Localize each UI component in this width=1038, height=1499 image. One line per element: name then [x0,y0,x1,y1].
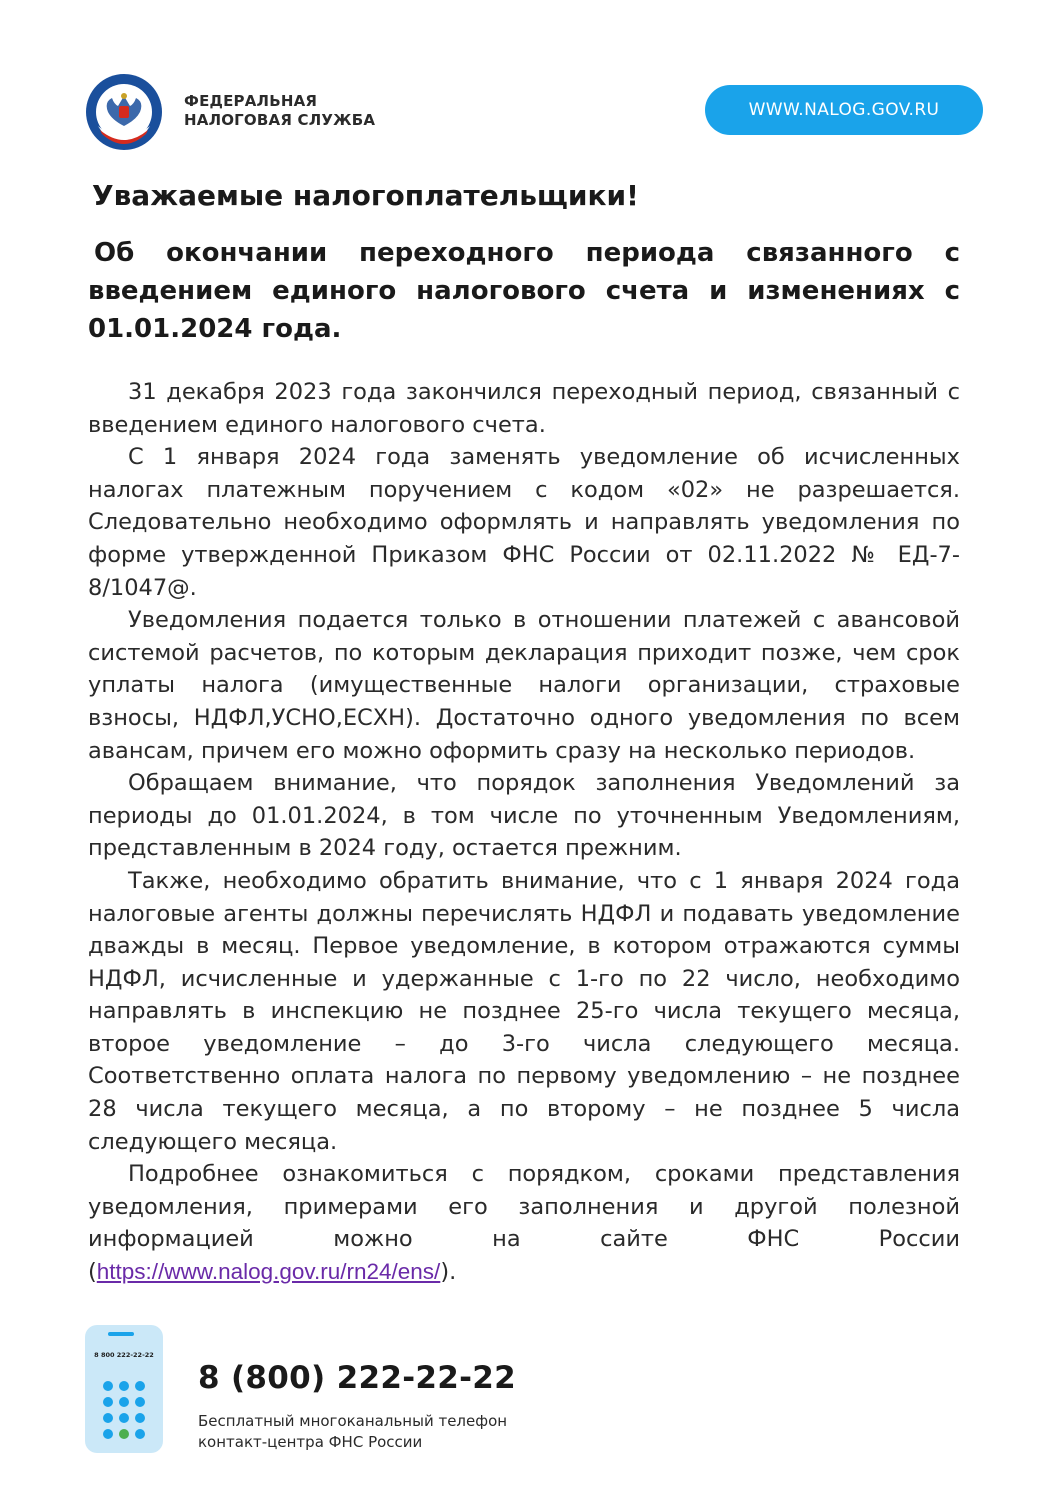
fns-emblem-icon [84,72,164,152]
hotline-caption-line2: контакт-центра ФНС России [198,1433,423,1451]
org-name-line1: ФЕДЕРАЛЬНАЯ [184,92,318,110]
paragraph-2: С 1 января 2024 года заменять уведомление об исчисленных налогах платежным поручением с кодом «02» не разрешается. Следовательно необходимо оформлять и направлять уведомления по форме утвержденной Приказом ФНС России от 02.11.2022 № ЕД-7-8/1047@. [88,444,960,601]
paragraph-6-text: Подробнее ознакомиться с порядком, сроками представления уведомления, примерами его заполнения и другой полезной информацией можно на сайте ФНС России ( [88,1161,960,1286]
ens-link[interactable]: https://www.nalog.gov.ru/rn24/ens/ [96,1259,441,1285]
hotline-caption-line1: Бесплатный многоканальный телефон [198,1412,508,1430]
paragraph-4: Обращаем внимание, что порядок заполнения Уведомлений за периоды до 01.01.2024, в том числе по уточненным Уведомлениям, представленным в 2024 году, остается прежним. [88,770,960,862]
phone-icon [84,1324,164,1454]
paragraph-5: Также, необходимо обратить внимание, что с 1 января 2024 года налоговые агенты должны перечислять НДФЛ и подавать уведомление дважды в месяц. Первое уведомление, в котором отражаются суммы НДФЛ, исчисленные и удержанные с 1-го по 22 число, необходимо направлять в инспекцию не позднее 25-го числа текущего месяца, второе уведомление – до 3-го числа следующего месяца. Соответственно оплата налога по первому уведомлению – не позднее 28 числа текущего месяца, а по второму – не позднее 5 числа следующего месяца. [88,867,960,1155]
subject-heading [88,234,960,348]
contact-footer [0,1320,1038,1499]
greeting-heading: Уважаемые налогоплательщики! [92,179,639,212]
org-name-line2: НАЛОГОВАЯ СЛУЖБА [184,111,376,129]
paragraph-3: Уведомления подается только в отношении платежей с авансовой системой расчетов, по которым декларация приходит позже, чем срок уплаты налога (имущественные налоги организации, страховые взносы, НДФЛ,УСНО,ЕСХН). Достаточно одного уведомления по всем авансам, причем его можно оформить сразу на несколько периодов. [88,607,960,764]
page-header [0,0,1038,170]
hotline-caption [198,1411,507,1453]
subject-text: Об окончании переходного периода связанного с введением единого налогового счета и изменениях с 01.01.2024 года. [88,238,960,344]
website-button[interactable]: WWW.NALOG.GOV.RU [705,85,983,135]
paragraph-1: 31 декабря 2023 года закончился переходный период, связанный с введением единого налогового счета. [88,379,960,438]
paragraph-6 [88,1158,960,1288]
letter-body [88,376,960,1289]
hotline-number[interactable]: 8 (800) 222-22-22 [198,1360,517,1396]
phone-screen-number: 8 800 222-22-22 [94,1351,154,1359]
org-name [184,92,375,130]
paragraph-6-end: ). [440,1259,457,1286]
